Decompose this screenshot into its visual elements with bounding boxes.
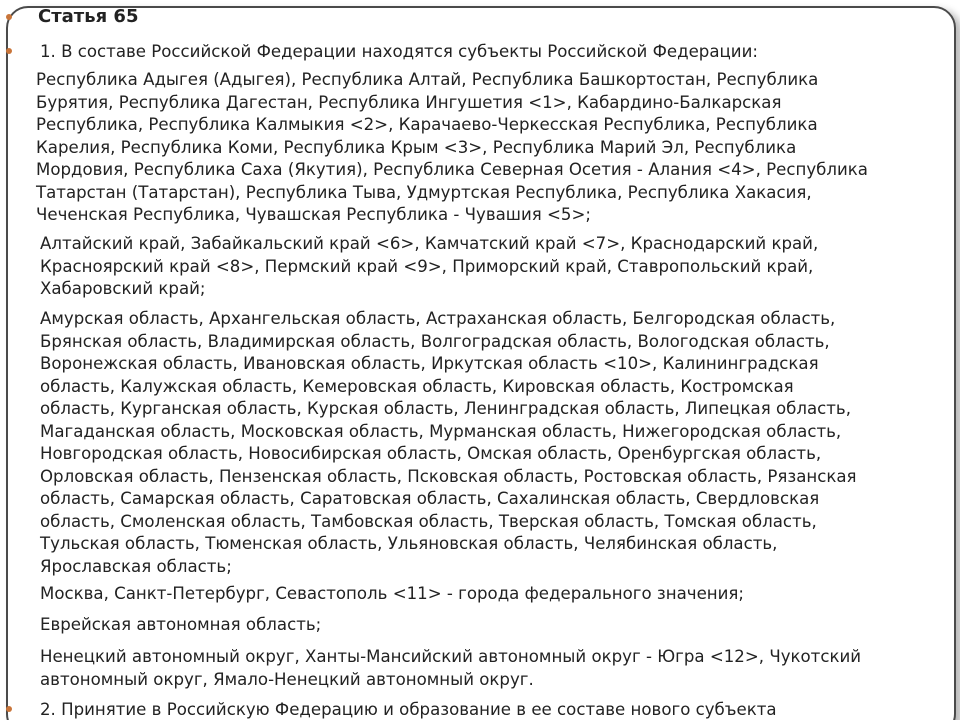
oblasts-line: Орловская область, Пензенская область, Псковская область, Ростовская область, Рязанская	[40, 466, 857, 486]
oblasts-line: Тульская область, Тюменская область, Ульяновская область, Челябинская область,	[40, 534, 778, 553]
krais-line: Алтайский край, Забайкальский край <6>, Камчатский край <7>, Краснодарский край,	[40, 234, 819, 253]
krais-paragraph	[40, 233, 940, 301]
oblasts-line: Воронежская область, Ивановская область, Иркутская область <10>, Калининградская	[40, 354, 819, 373]
bullet-icon	[6, 48, 12, 54]
republics-line: Республика, Республика Калмыкия <2>, Карачаево-Черкесская Республика, Республика	[36, 115, 818, 134]
republics-line: Республика Адыгея (Адыгея), Республика Алтай, Республика Башкортостан, Республика	[36, 70, 819, 89]
oblasts-line: Новгородская область, Новосибирская область, Омская область, Оренбургская область,	[40, 444, 822, 463]
oblasts-line: область, Самарская область, Саратовская область, Сахалинская область, Свердловская	[40, 489, 820, 508]
republics-line: Чеченская Республика, Чувашская Республика - Чувашия <5>;	[36, 205, 591, 224]
krais-line: Хабаровский край;	[40, 279, 206, 298]
oblasts-line: область, Смоленская область, Тамбовская область, Тверская область, Томская область,	[40, 511, 817, 531]
oblasts-line: Магаданская область, Московская область, Мурманская область, Нижегородская область,	[40, 421, 842, 441]
bullet-icon	[6, 14, 12, 20]
republics-line: Карелия, Республика Коми, Республика Крым <3>, Республика Марий Эл, Республика	[36, 137, 797, 157]
autonomous-okrugs-line: автономный округ, Ямало-Ненецкий автономный округ.	[40, 669, 534, 689]
oblasts-paragraph	[40, 308, 940, 578]
krais-line: Красноярский край <8>, Пермский край <9>, Приморский край, Ставропольский край,	[40, 256, 814, 276]
autonomous-oblast-text: Еврейская автономная область;	[40, 615, 322, 634]
oblasts-line: Ярославская область;	[40, 556, 232, 576]
oblasts-line: область, Курганская область, Курская область, Ленинградская область, Липецкая область,	[40, 399, 851, 418]
republics-line: Татарстан (Татарстан), Республика Тыва, Удмуртская Республика, Республика Хакасия,	[36, 182, 812, 202]
oblasts-line: Брянская область, Владимирская область, Волгоградская область, Вологодская область,	[40, 331, 830, 351]
point-1-text: 1. В составе Российской Федерации находятся субъекты Российской Федерации:	[40, 42, 758, 61]
autonomous-okrugs-line: Ненецкий автономный округ, Ханты-Мансийский автономный округ - Югра <12>, Чукотский	[40, 647, 862, 666]
republics-paragraph	[36, 69, 936, 227]
republics-line: Мордовия, Республика Саха (Якутия), Республика Северная Осетия - Алания <4>, Республика	[36, 160, 868, 179]
federal-cities-text: Москва, Санкт-Петербург, Севастополь <11> - города федерального значения;	[40, 584, 744, 603]
republics-line: Бурятия, Республика Дагестан, Республика Ингушетия <1>, Кабардино-Балкарская	[36, 92, 782, 112]
oblasts-line: область, Калужская область, Кемеровская область, Кировская область, Костромская	[40, 376, 794, 396]
autonomous-okrugs-paragraph	[40, 646, 940, 691]
bullet-icon	[6, 706, 12, 712]
point-2-text: 2. Принятие в Российскую Федерацию и образование в ее составе нового субъекта	[40, 700, 777, 719]
oblasts-line: Амурская область, Архангельская область, Астраханская область, Белгородская область,	[40, 309, 836, 328]
article-title: Статья 65	[38, 6, 139, 27]
